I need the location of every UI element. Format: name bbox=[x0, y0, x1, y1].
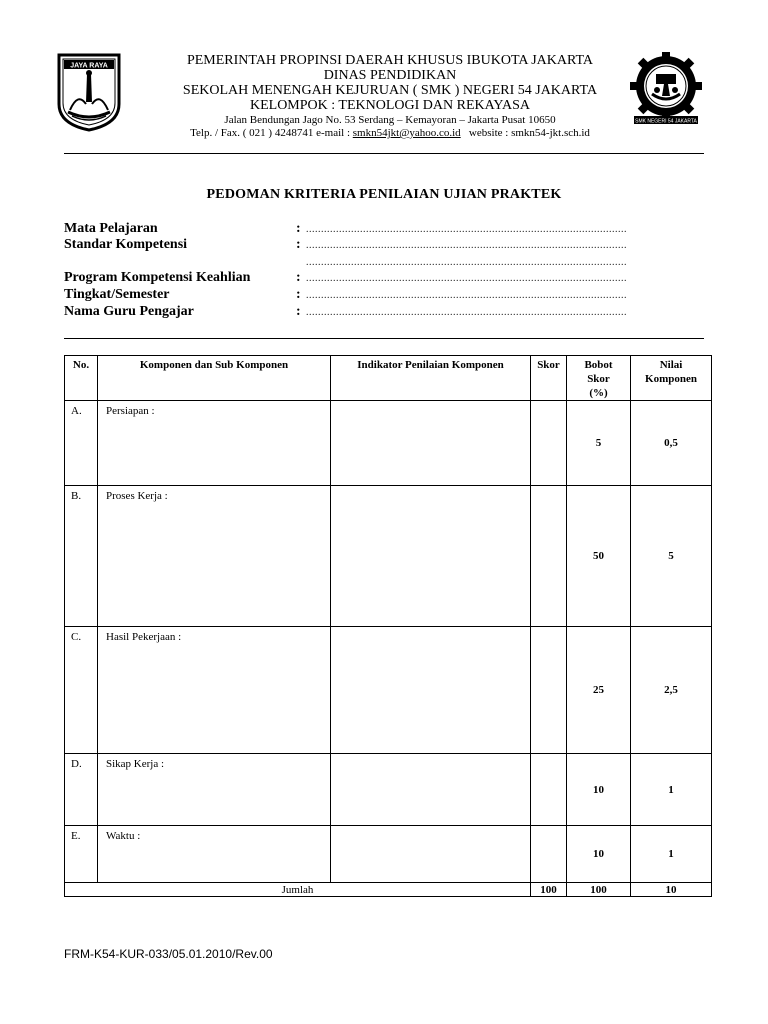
field-mata-pelajaran[interactable]: ........................................................................................................... bbox=[306, 224, 627, 235]
colon-tingkat-semester: : bbox=[296, 287, 301, 302]
row-no: D. bbox=[65, 754, 98, 826]
row-skor-cell[interactable] bbox=[531, 627, 567, 754]
colon-mata-pelajaran: : bbox=[296, 221, 301, 236]
assessment-table bbox=[64, 355, 712, 897]
row-skor-cell[interactable] bbox=[531, 826, 567, 883]
field-tingkat-semester[interactable]: ........................................................................................................... bbox=[306, 290, 627, 301]
row-no: C. bbox=[65, 627, 98, 754]
fields-divider bbox=[64, 338, 704, 339]
header-nilai-line-2: Komponen bbox=[645, 373, 697, 385]
field-program-kompetensi[interactable]: ........................................................................................................... bbox=[306, 273, 627, 284]
row-komponen: Sikap Kerja : bbox=[98, 754, 331, 826]
row-nilai: 1 bbox=[631, 754, 712, 826]
row-bobot: 10 bbox=[567, 754, 631, 826]
form-code: FRM-K54-KUR-033/05.01.2010/Rev.00 bbox=[64, 947, 273, 961]
field-nama-guru[interactable]: ........................................................................................................... bbox=[306, 307, 627, 318]
row-nilai: 2,5 bbox=[631, 627, 712, 754]
header-email-link[interactable]: smkn54jkt@yahoo.co.id bbox=[352, 127, 461, 139]
header-line-1: PEMERINTAH PROPINSI DAERAH KHUSUS IBUKOTA JAKARTA bbox=[186, 53, 594, 68]
header-line-4: KELOMPOK : TEKNOLOGI DAN REKAYASA bbox=[249, 98, 530, 113]
header-bobot bbox=[567, 356, 631, 401]
header-line-2: DINAS PENDIDIKAN bbox=[323, 68, 457, 83]
svg-text:JAYA RAYA: JAYA RAYA bbox=[70, 62, 108, 70]
header-phone: Telp. / Fax. ( 021 ) 4248741 e-mail : bbox=[190, 127, 351, 139]
row-komponen: Persiapan : bbox=[98, 401, 331, 486]
footer-bobot: 100 bbox=[567, 883, 631, 897]
field-standar-kompetensi-line-2[interactable]: ........................................................................................................... bbox=[306, 257, 627, 268]
header-bobot-line-3: (%) bbox=[589, 387, 608, 399]
table-header-row bbox=[65, 356, 712, 401]
row-komponen: Proses Kerja : bbox=[98, 486, 331, 627]
row-no: A. bbox=[65, 401, 98, 486]
colon-standar-kompetensi: : bbox=[296, 237, 301, 252]
header-skor: Skor bbox=[531, 356, 567, 401]
row-skor-cell[interactable] bbox=[531, 486, 567, 627]
row-bobot: 5 bbox=[567, 401, 631, 486]
label-nama-guru: Nama Guru Pengajar bbox=[64, 304, 194, 319]
right-logo-text: SMK NEGERI 54 JAKARTA bbox=[635, 118, 697, 125]
row-bobot: 25 bbox=[567, 627, 631, 754]
table-row bbox=[65, 627, 712, 754]
row-indikator-cell[interactable] bbox=[331, 826, 531, 883]
header-komponen: Komponen dan Sub Komponen bbox=[98, 356, 331, 401]
page-title: PEDOMAN KRITERIA PENILAIAN UJIAN PRAKTEK bbox=[206, 187, 562, 202]
header-divider bbox=[64, 153, 704, 154]
row-nilai: 0,5 bbox=[631, 401, 712, 486]
jakarta-crest-logo bbox=[56, 52, 122, 132]
table-footer-row bbox=[65, 883, 712, 897]
row-bobot: 10 bbox=[567, 826, 631, 883]
label-program-kompetensi: Program Kompetensi Keahlian bbox=[64, 270, 251, 285]
row-indikator-cell[interactable] bbox=[331, 627, 531, 754]
row-indikator-cell[interactable] bbox=[331, 401, 531, 486]
header-website: website : smkn54-jkt.sch.id bbox=[468, 127, 590, 139]
row-no: B. bbox=[65, 486, 98, 627]
field-standar-kompetensi[interactable]: ........................................................................................................... bbox=[306, 240, 627, 251]
header-nilai bbox=[631, 356, 712, 401]
header-indikator: Indikator Penilaian Komponen bbox=[331, 356, 531, 401]
row-no: E. bbox=[65, 826, 98, 883]
row-indikator-cell[interactable] bbox=[331, 754, 531, 826]
footer-skor: 100 bbox=[531, 883, 567, 897]
header-address: Jalan Bendungan Jago No. 53 Serdang – Kemayoran – Jakarta Pusat 10650 bbox=[224, 114, 556, 126]
header-bobot-line-1: Bobot bbox=[584, 359, 613, 371]
table-row bbox=[65, 401, 712, 486]
table-row bbox=[65, 754, 712, 826]
label-standar-kompetensi: Standar Kompetensi bbox=[64, 237, 188, 252]
colon-nama-guru: : bbox=[296, 304, 301, 319]
row-bobot: 50 bbox=[567, 486, 631, 627]
row-nilai: 5 bbox=[631, 486, 712, 627]
row-nilai: 1 bbox=[631, 826, 712, 883]
table-row bbox=[65, 826, 712, 883]
footer-nilai: 10 bbox=[631, 883, 712, 897]
header-bobot-line-2: Skor bbox=[587, 373, 610, 385]
row-skor-cell[interactable] bbox=[531, 754, 567, 826]
label-tingkat-semester: Tingkat/Semester bbox=[64, 287, 170, 302]
row-indikator-cell[interactable] bbox=[331, 486, 531, 627]
header-no: No. bbox=[65, 356, 98, 401]
row-komponen: Hasil Pekerjaan : bbox=[98, 627, 331, 754]
row-skor-cell[interactable] bbox=[531, 401, 567, 486]
header-line-3: SEKOLAH MENENGAH KEJURUAN ( SMK ) NEGERI 54 JAKARTA bbox=[182, 83, 598, 98]
label-mata-pelajaran: Mata Pelajaran bbox=[64, 221, 158, 236]
header-nilai-line-1: Nilai bbox=[659, 359, 683, 371]
colon-program-kompetensi: : bbox=[296, 270, 301, 285]
table-row bbox=[65, 486, 712, 627]
header-contact bbox=[140, 127, 640, 139]
footer-label: Jumlah bbox=[65, 883, 531, 897]
row-komponen: Waktu : bbox=[98, 826, 331, 883]
